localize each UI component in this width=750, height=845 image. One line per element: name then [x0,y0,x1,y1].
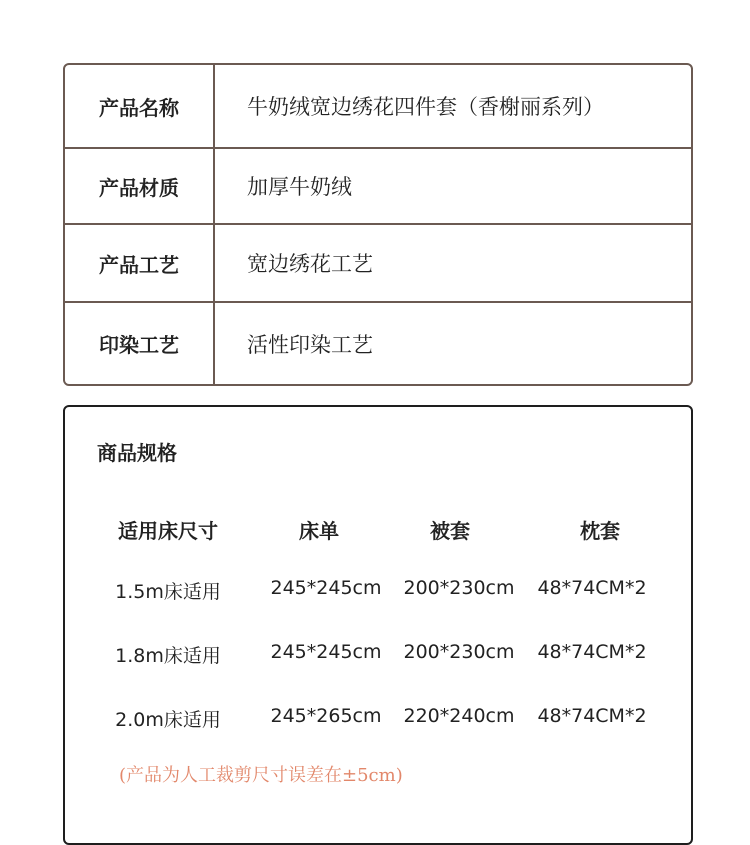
info-label: 产品工艺 [99,252,179,277]
spec-cell-duvet-cover: 220*240cm [403,705,515,727]
info-label: 产品材质 [99,175,179,200]
spec-cell-bed-size: 2.0m床适用 [115,709,221,731]
spec-header-sheet: 床单 [299,519,339,543]
spec-cell-pillowcase: 48*74CM*2 [537,641,647,663]
column-divider [213,303,215,384]
info-row-craft [65,223,691,301]
info-value: 牛奶绒宽边绣花四件套（香榭丽系列） [247,95,604,119]
spec-cell-bed-size: 1.8m床适用 [115,645,221,667]
size-tolerance-note: (产品为人工裁剪尺寸误差在±5cm) [119,765,403,786]
info-label: 产品名称 [99,95,179,120]
spec-title: 商品规格 [97,441,177,465]
info-value: 活性印染工艺 [247,332,373,357]
info-label: 印染工艺 [99,333,179,357]
spec-cell-duvet-cover: 200*230cm [403,577,515,599]
column-divider [213,225,215,301]
info-row-material [65,147,691,223]
info-value: 加厚牛奶绒 [247,175,352,199]
info-value: 宽边绣花工艺 [247,252,373,276]
spec-box [63,405,693,845]
product-info-table [63,63,693,386]
info-row-dyeing [65,301,691,384]
spec-cell-sheet: 245*265cm [270,705,382,727]
spec-cell-pillowcase: 48*74CM*2 [537,705,647,727]
spec-cell-bed-size: 1.5m床适用 [115,581,221,603]
column-divider [213,149,215,223]
spec-cell-sheet: 245*245cm [270,641,382,663]
spec-cell-duvet-cover: 200*230cm [403,641,515,663]
column-divider [213,65,215,147]
spec-header-duvet-cover: 被套 [430,519,470,543]
spec-header-bed-size: 适用床尺寸 [118,519,218,543]
info-row-product-name [65,65,691,147]
spec-cell-pillowcase: 48*74CM*2 [537,577,647,599]
spec-cell-sheet: 245*245cm [270,577,382,599]
spec-header-pillowcase: 枕套 [580,519,620,543]
